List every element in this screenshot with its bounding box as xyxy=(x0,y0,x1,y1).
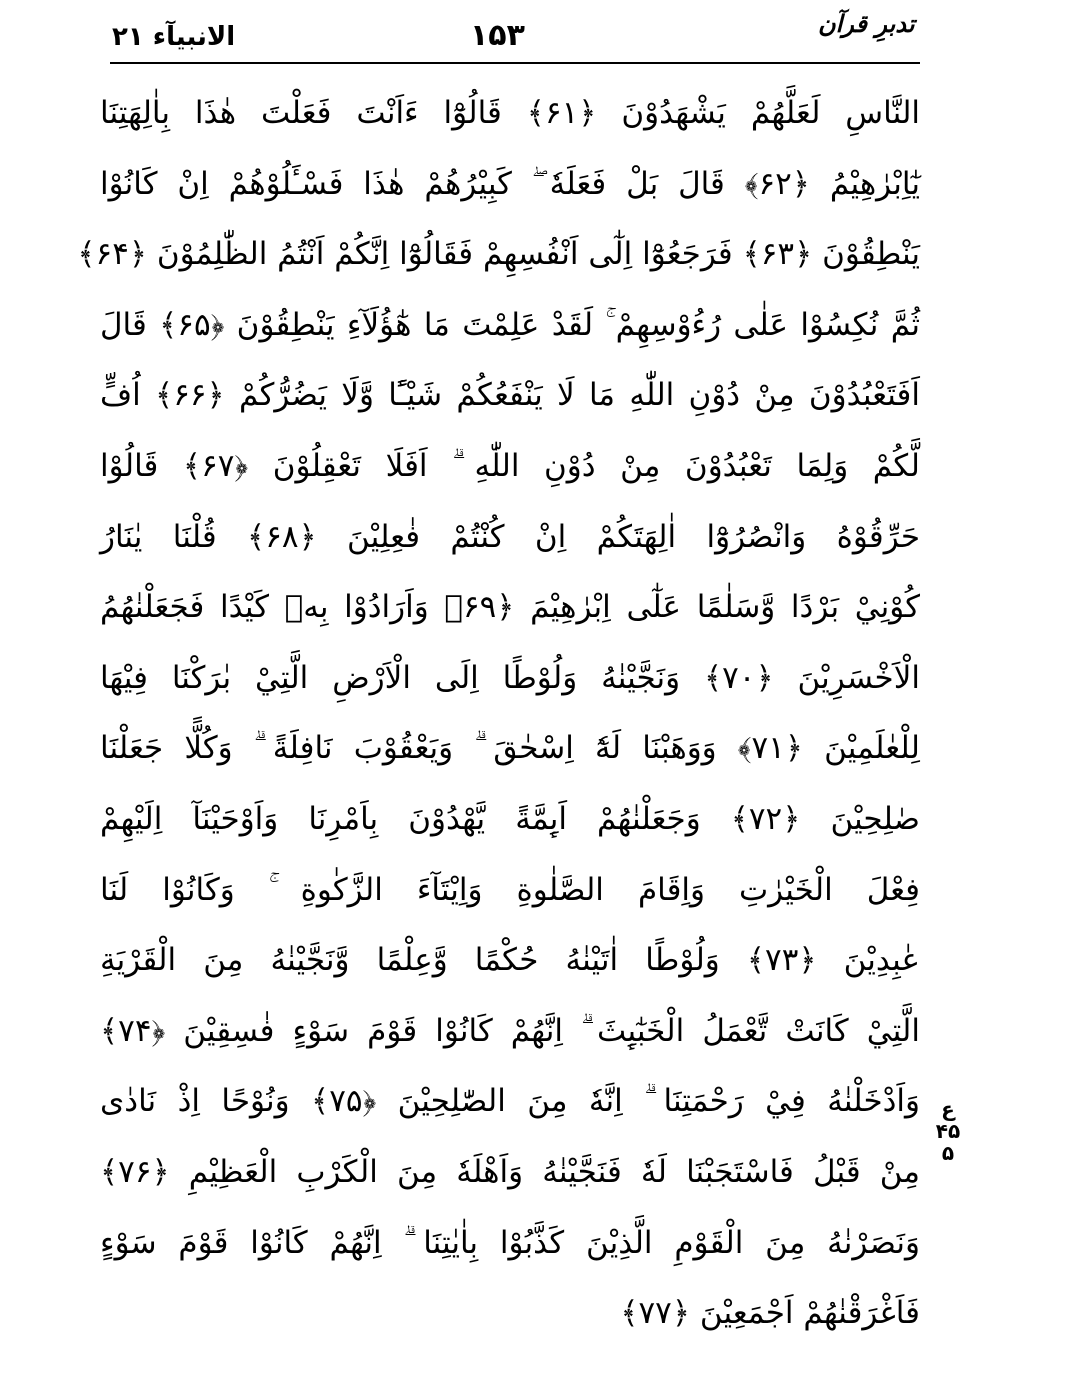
header-divider xyxy=(110,62,920,64)
text-line: حَرِّقُوْهُ وَانْصُرُوْٓا اٰلِهَتَكُمْ اِنْ كُنْتُمْ فٰعِلِيْنَ ﴿۶۸﴾ قُلْنَا يٰنَارُ xyxy=(100,518,920,555)
text-line: وَاَدْخَلْنٰهُ فِيْ رَحْمَتِنَا ۗ اِنَّهٗ مِنَ الصّٰلِحِيْنَ ﴿۷۵﴾ وَنُوْحًا اِذْ نَادٰى xyxy=(100,1083,920,1120)
text-line: كُوْنِيْ بَرْدًا وَّسَلٰمًا عَلٰٓى اِبْرٰهِيْمَ ﴿۶۹﴾ وَاَرَادُوْا بِهٖ كَيْدًا فَجَعَلْنٰهُمُ xyxy=(100,589,920,626)
text-line: النَّاسِ لَعَلَّهُمْ يَشْهَدُوْنَ ﴿۶۱﴾ قَالُوْٓا ءَاَنْتَ فَعَلْتَ هٰذَا بِاٰلِهَتِنَا xyxy=(100,95,921,131)
ruku-marker xyxy=(928,1098,968,1178)
text-line: صٰلِحِيْنَ ﴿۷۲﴾ وَجَعَلْنٰهُمْ اَىِٕمَّةً يَّهْدُوْنَ بِاَمْرِنَا وَاَوْحَيْنَآ اِلَيْهِمْ xyxy=(100,800,920,837)
text-line: وَنَصَرْنٰهُ مِنَ الْقَوْمِ الَّذِيْنَ كَذَّبُوْا بِاٰيٰتِنَا ۗ اِنَّهُمْ كَانُوْا قَوْمَ سَوْءٍ xyxy=(100,1224,920,1261)
text-line: اَفَتَعْبُدُوْنَ مِنْ دُوْنِ اللّٰهِ مَا لَا يَنْفَعُكُمْ شَيْـًٔا وَّلَا يَضُرُّكُمْ ﴿۶۶﴾ اُفٍّ xyxy=(100,377,920,414)
ruku-number-bottom: ۵ xyxy=(941,1141,955,1165)
page-number: ۱۵۳ xyxy=(470,18,525,53)
text-line: ثُمَّ نُكِسُوْا عَلٰى رُءُوْسِهِمْ ۚ لَقَدْ عَلِمْتَ مَا هٰٓؤُلَآءِ يَنْطِقُوْنَ ﴿۶۵﴾ قَالَ xyxy=(100,306,920,343)
text-line: الَّتِيْ كَانَتْ تَّعْمَلُ الْخَبٰٓىِٕثَ ۗ اِنَّهُمْ كَانُوْا قَوْمَ سَوْءٍ فٰسِقِيْنَ ﴿۷۴﴾ xyxy=(100,1012,920,1049)
surah-name: الانبیآء ۲۱ xyxy=(112,22,236,52)
text-line: يٰٓاِبْرٰهِيْمُ ﴿۶۲﴾ قَالَ بَلْ فَعَلَهٗ ۖ كَبِيْرُهُمْ هٰذَا فَسْـَٔلُوْهُمْ اِنْ كَانُوْا xyxy=(100,165,920,202)
text-body xyxy=(77,78,921,1349)
text-line: عٰبِدِيْنَ ﴿۷۳﴾ وَلُوْطًا اٰتَيْنٰهُ حُكْمًا وَّعِلْمًا وَّنَجَّيْنٰهُ مِنَ الْقَرْيَةِ xyxy=(100,942,920,979)
text-line: لَّكُمْ وَلِمَا تَعْبُدُوْنَ مِنْ دُوْنِ اللّٰهِ ۗ اَفَلَا تَعْقِلُوْنَ ﴿۶۷﴾ قَالُوْا xyxy=(100,447,920,484)
text-line: مِنْ قَبْلُ فَاسْتَجَبْنَا لَهٗ فَنَجَّيْنٰهُ وَاَهْلَهٗ مِنَ الْكَرْبِ الْعَظِيْمِ ﴿۷۶﴾ xyxy=(100,1153,920,1190)
text-line: الْاَخْسَرِيْنَ ﴿۷۰﴾ وَنَجَّيْنٰهُ وَلُوْطًا اِلَى الْاَرْضِ الَّتِيْ بٰرَكْنَا فِيْهَا xyxy=(100,659,920,696)
text-line: لِلْعٰلَمِيْنَ ﴿۷۱﴾ وَوَهَبْنَا لَهٗٓ اِسْحٰقَ ۗ وَيَعْقُوْبَ نَافِلَةً ۗ وَكُلًّا جَعَلْنَا xyxy=(100,730,920,767)
book-title: تدبرِ قرآن xyxy=(818,10,915,38)
text-line: فِعْلَ الْخَيْرٰتِ وَاِقَامَ الصَّلٰوةِ وَاِيْتَآءَ الزَّكٰوةِ ۚ وَكَانُوْا لَنَا xyxy=(100,871,920,908)
ruku-number-top: ۴۵ xyxy=(935,1119,961,1143)
text-line: يَنْطِقُوْنَ ﴿۶۳﴾ فَرَجَعُوْٓا اِلٰٓى اَنْفُسِهِمْ فَقَالُوْٓا اِنَّكُمْ اَنْتُمُ الظّٰلِمُوْنَ ﴿۶۴﴾ xyxy=(77,236,920,273)
page-header xyxy=(0,0,1071,70)
ruku-symbol: ع xyxy=(941,1097,955,1121)
text-line-last: فَاَغْرَقْنٰهُمْ اَجْمَعِيْنَ ﴿۷۷﴾ xyxy=(620,1295,920,1332)
